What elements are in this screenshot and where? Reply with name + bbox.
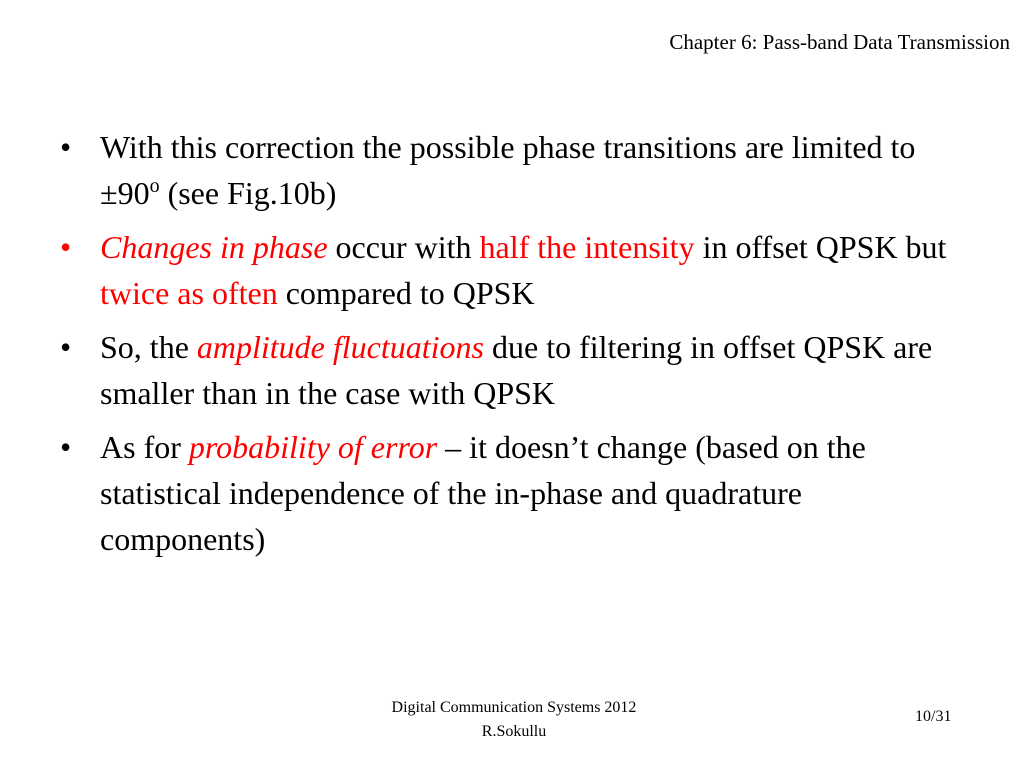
slide-number: 10/31 (915, 708, 952, 725)
slide-header: Chapter 6: Pass-band Data Transmission (669, 30, 1010, 54)
bullet-text: due to filtering in offset QPSK are smaller than in the case with QPSK (100, 329, 933, 411)
bullet-marker: • (60, 429, 72, 465)
bullet-phase-transitions (60, 124, 970, 216)
degree-superscript: o (149, 175, 160, 197)
footer-course-info (348, 696, 680, 744)
emphasis-half-intensity: half the intensity (479, 229, 695, 265)
footer-course: Digital Communication Systems 2012 (391, 699, 637, 716)
bullet-text: occur with (327, 229, 480, 265)
bullet-text: in offset QPSK but (694, 229, 947, 265)
bullet-list (60, 124, 970, 570)
bullet-text: As for (100, 429, 189, 465)
bullet-amplitude-fluctuations (60, 324, 970, 416)
bullet-changes-in-phase (60, 224, 970, 316)
emphasis-probability-of-error: probability of error (188, 429, 438, 465)
bullet-text: (see Fig.10b) (159, 175, 337, 211)
bullet-probability-of-error (60, 424, 970, 562)
bullet-marker: • (60, 229, 72, 265)
bullet-text: With this correction the possible phase transitions are limited to (100, 129, 916, 165)
bullet-text: So, the (100, 329, 197, 365)
bullet-marker: • (60, 129, 72, 165)
emphasis-changes-in-phase: Changes in phase (100, 229, 328, 265)
plus-minus-90: ±90 (100, 175, 150, 211)
bullet-marker: • (60, 329, 72, 365)
bullet-text: compared to QPSK (277, 275, 535, 311)
emphasis-twice-as-often: twice as often (100, 275, 278, 311)
bullet-text: – it doesn’t change (based on the statistical independence of the in-phase and quadrature components) (100, 429, 866, 557)
emphasis-amplitude-fluctuations: amplitude fluctuations (196, 329, 484, 365)
footer-author: R.Sokullu (481, 723, 547, 740)
